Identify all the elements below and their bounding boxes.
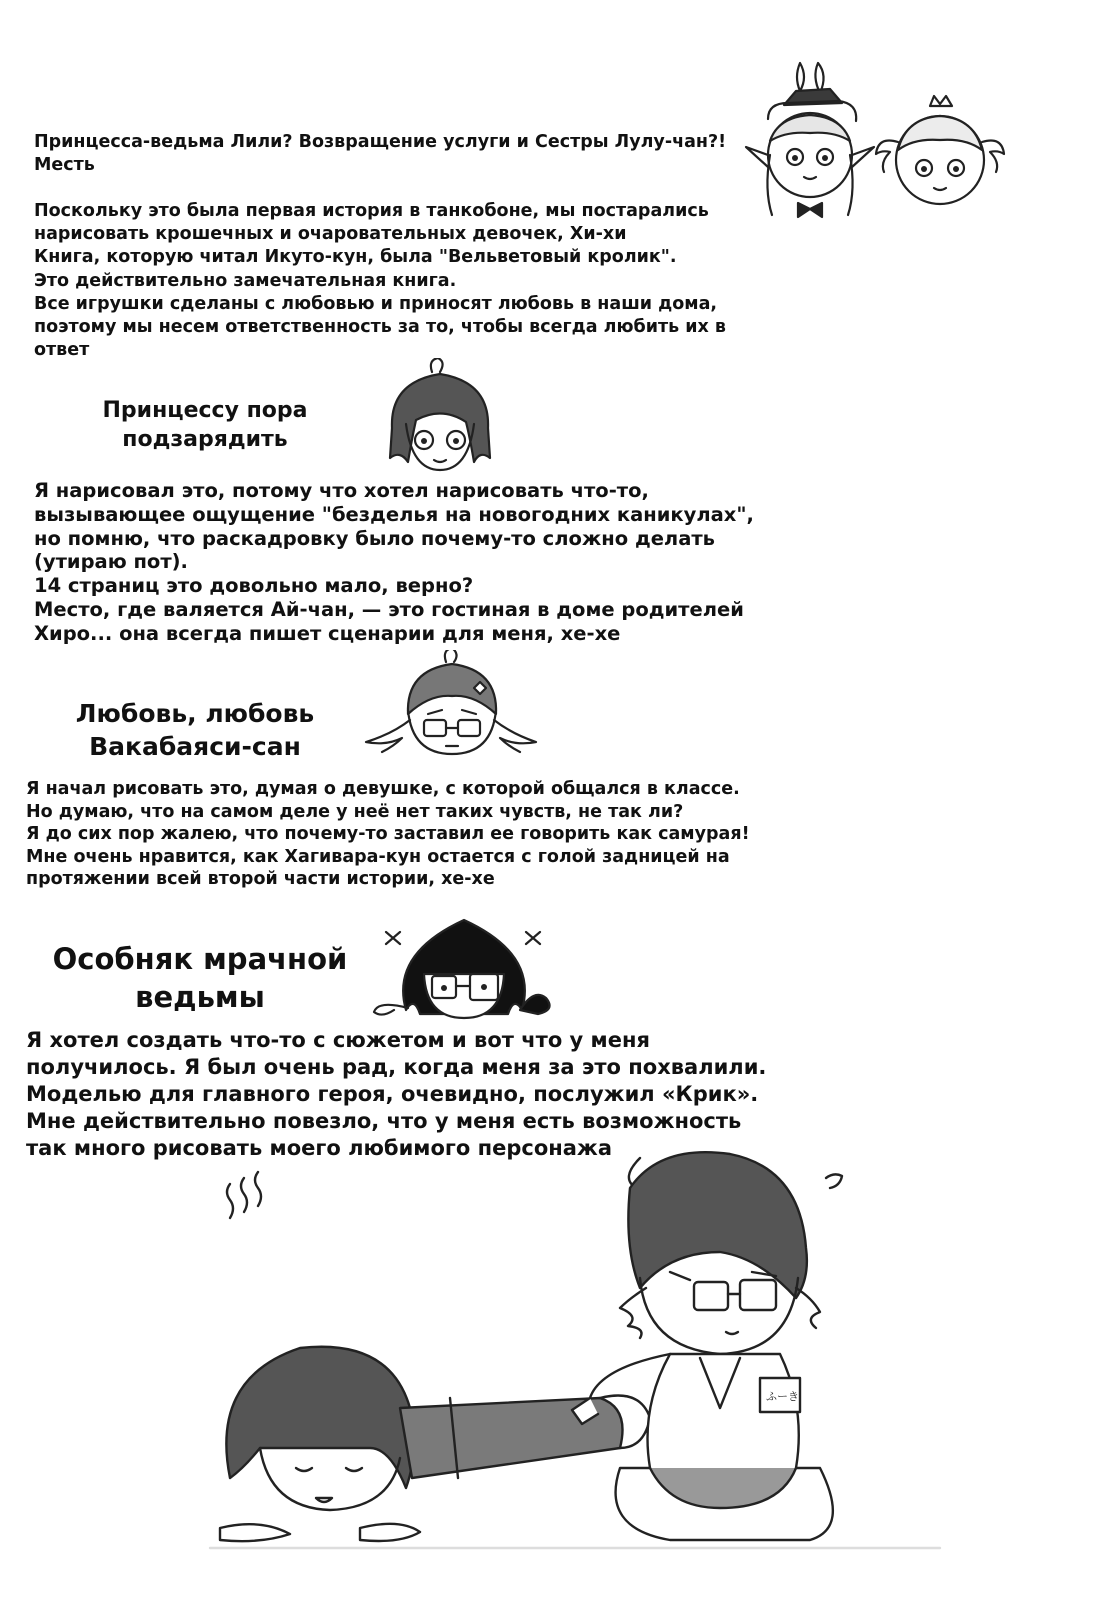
section-3-title: Любовь, любовь Вакабаяси-сан: [75, 699, 315, 761]
chibi-short-hair-girl: [372, 358, 510, 476]
chibi-glasses-braids-girl: [362, 650, 540, 762]
section-2-body: Я нарисовал это, потому что хотел нарисовать что-то, вызывающее ощущение "безделья на новогодних каникулах", но помню, что раскадровку было почему-то сложно делать (утираю пот). 14 страниц это довольно мало, верно? Место, где валяется Ай-чан, — это гостиная в доме родителей Хиро... она всегда пишет сценарии для меня, хе-хе: [34, 479, 754, 645]
illustration-lying-and-scolding-girls: [200, 1148, 960, 1568]
section-4-title: Особняк мрачной ведьмы: [52, 942, 348, 1014]
section-3-body: Я начал рисовать это, думая о девушке, с которой общался в классе. Но думаю, что на самом деле у неё нет таких чувств, не так ли? Я до сих пор жалею, что почему-то заставил ее говорить как самурая! Мне очень нравится, как Хагивара-кун остается с голой задницей на протяжении всей второй части истории, хе-хе: [26, 779, 750, 890]
section-4-body: Я хотел создать что-то с сюжетом и вот что у меня получилось. Я был очень рад, когда меня за это похвалили. Моделью для главного героя, очевидно, послужил «Крик». Мне действительно повезло, что у меня есть возможность так много рисовать моего любимого персонажа: [26, 1028, 767, 1160]
chibi-gloomy-witch-girl: [368, 914, 558, 1026]
section-2-title: Принцессу пора подзарядить: [102, 398, 308, 452]
section-1-title: Принцесса-ведьма Лили? Возвращение услуги и Сестры Лулу-чан?! Месть: [34, 132, 727, 175]
chibi-bunny-hat-girl: [738, 55, 878, 225]
section-1-body: Поскольку это была первая история в танкобоне, мы постарались нарисовать крошечных и очаровательных девочек, Хи-хи Книга, которую читал Икуто-кун, была "Вельветовый кролик". Это действительно замечательная книга. Все игрушки сделаны с любовью и приносят любовь в наши дома, поэтому мы несем ответственность за то, чтобы всегда любить их в ответ: [34, 201, 726, 361]
armband-label: ふーき: [766, 1390, 799, 1403]
chibi-crown-pigtail-girl: [870, 92, 1010, 210]
